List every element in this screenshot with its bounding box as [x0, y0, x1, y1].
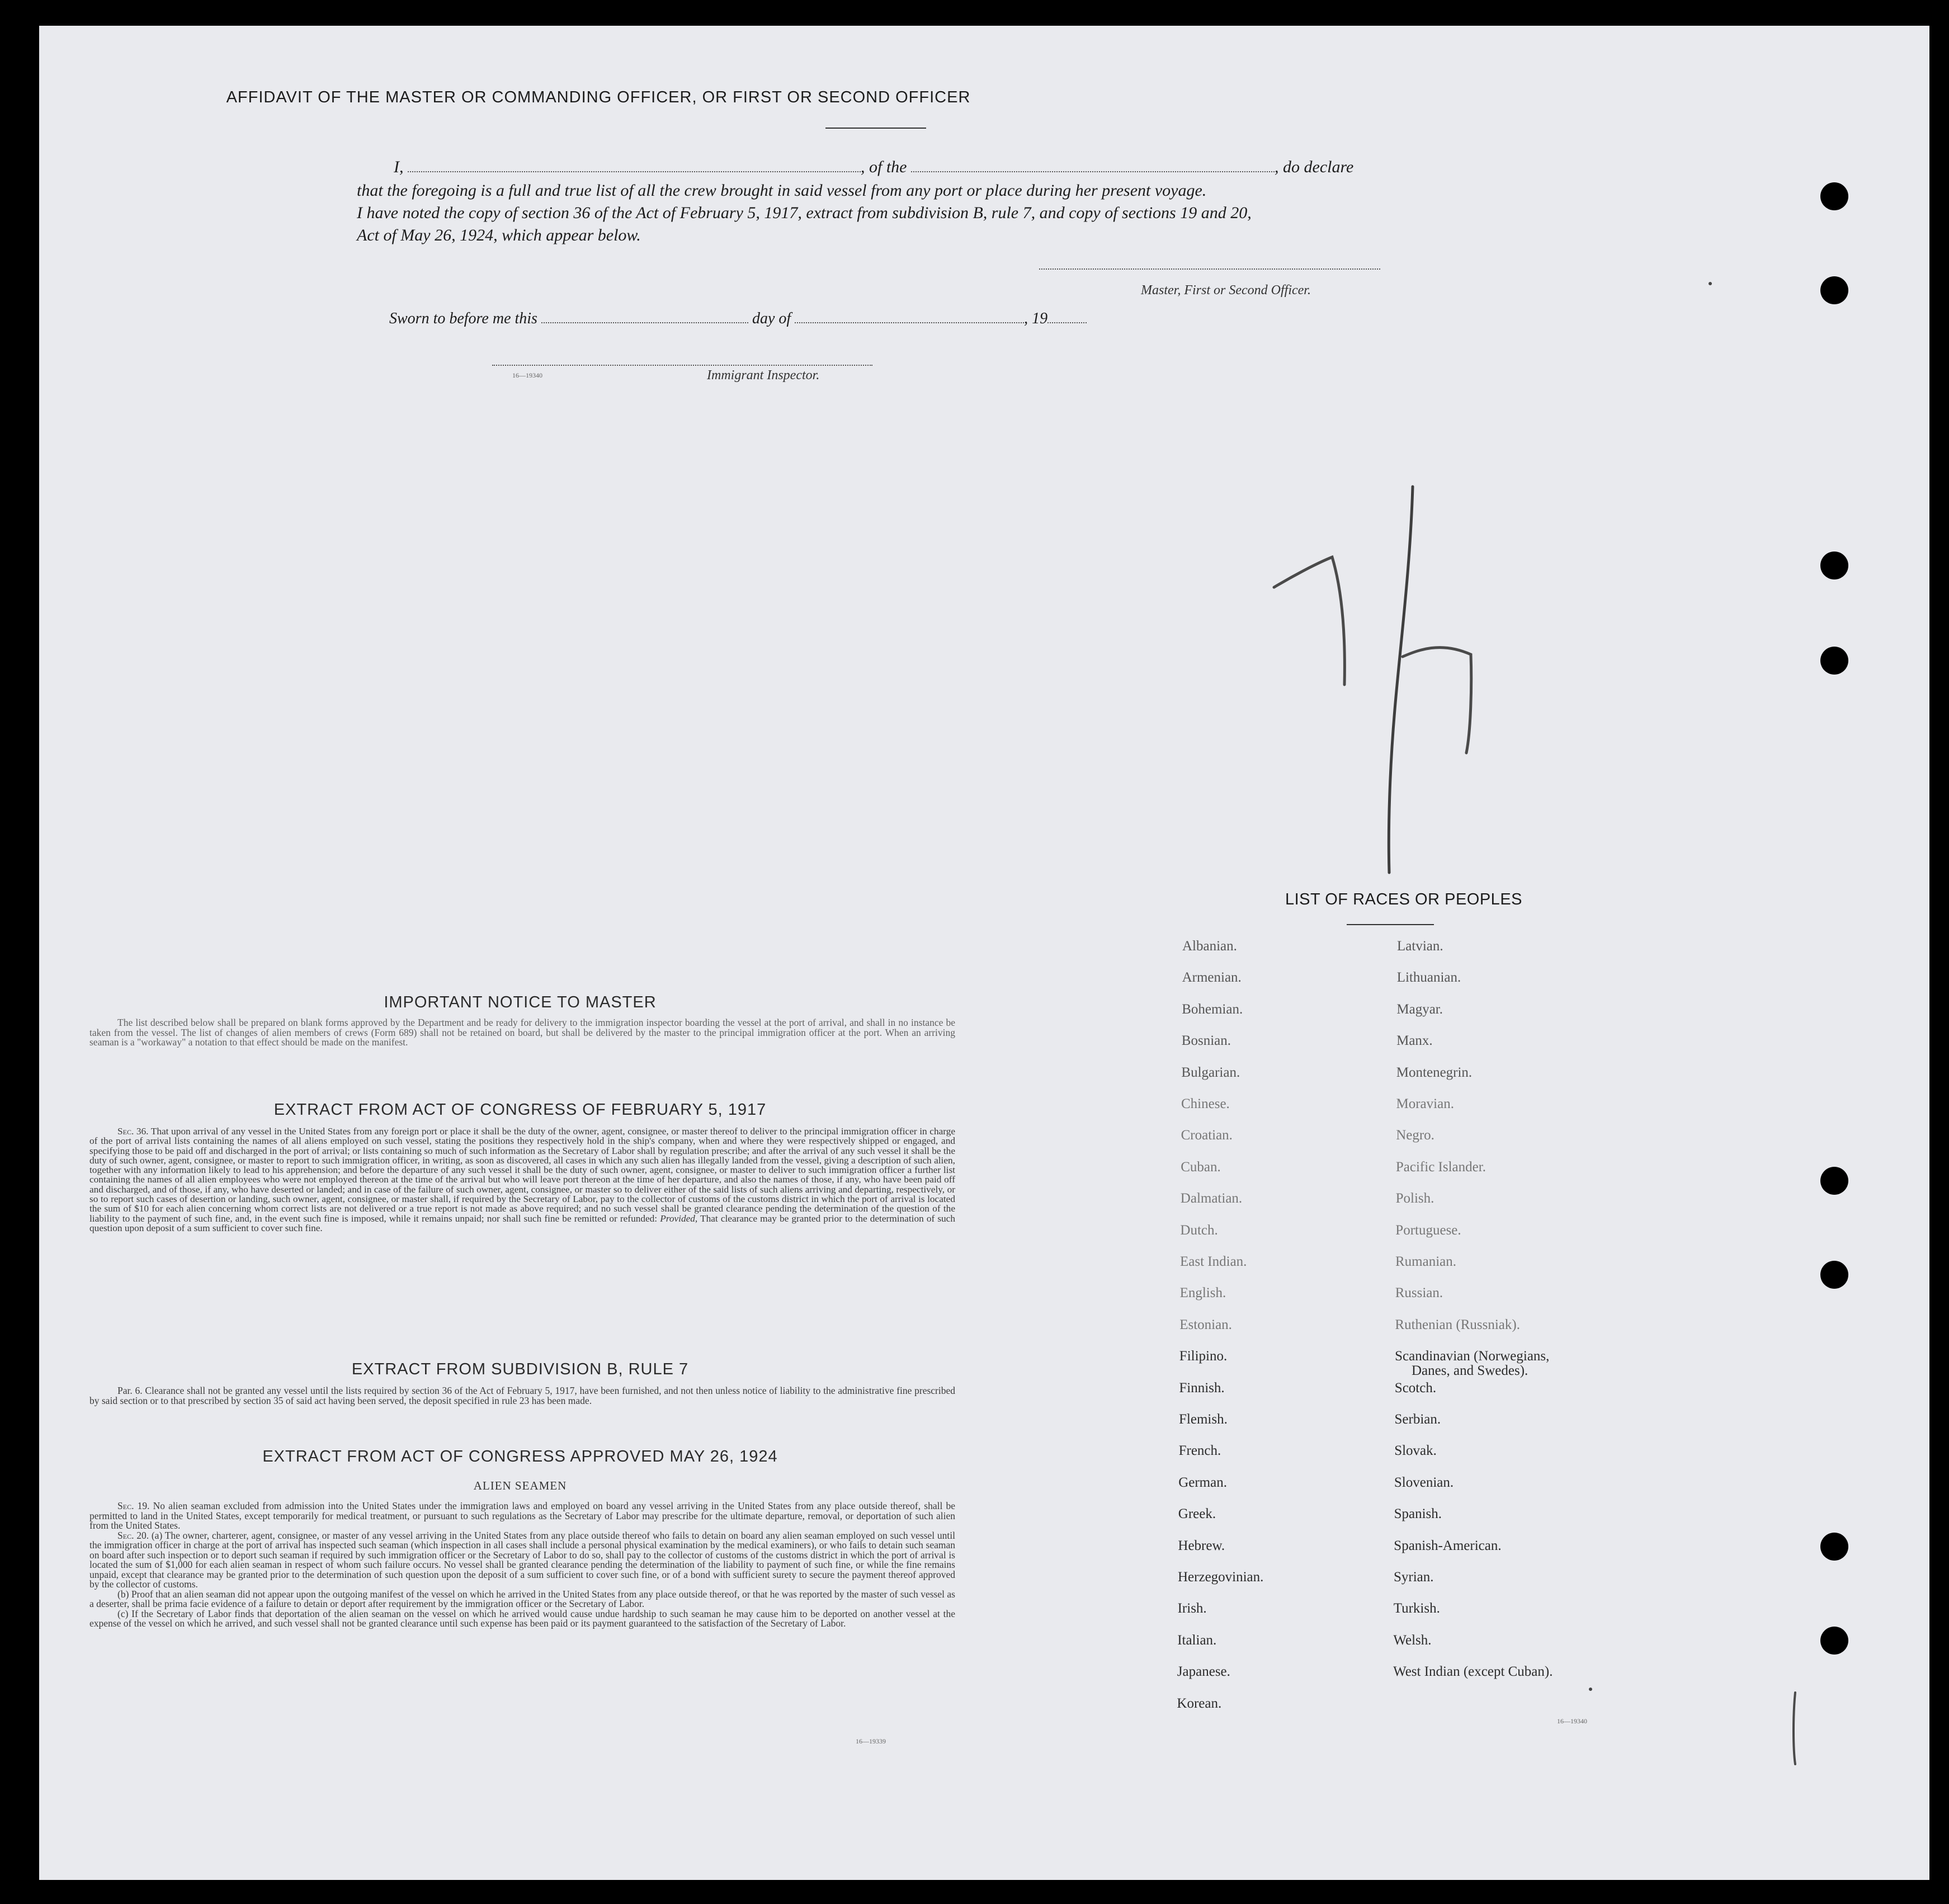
- day-of-label: day of: [752, 310, 791, 327]
- sec19-label: Sec. 19.: [117, 1500, 150, 1511]
- binder-hole: [1820, 552, 1848, 579]
- extract-1924-text: [89, 1501, 955, 1629]
- race-item: Negro.: [1396, 1128, 1434, 1143]
- extract-1924-title: EXTRACT FROM ACT OF CONGRESS APPROVED MAY 26, 1924: [262, 1448, 778, 1465]
- alien-seamen-subtitle: ALIEN SEAMEN: [473, 1479, 567, 1492]
- race-item: Scotch.: [1394, 1380, 1437, 1396]
- race-item: Lithuanian.: [1396, 970, 1461, 986]
- race-item: Danes, and Swedes).: [1412, 1363, 1528, 1379]
- race-item: Bohemian.: [1182, 1001, 1243, 1017]
- race-item: Magyar.: [1396, 1001, 1443, 1017]
- notice-paragraph: The list described below shall be prepared on blank forms approved by the Department and be ready for delivery to the immigration inspector boarding the vessel at the port of arrival, and shall in no instance be taken from the vessel. The list of changes of alien members of crews (Form 689) shall not be retained on board, but shall be delivered by the master to the principal immigration officer at the port. When an arriving seaman is a "workaway" a notation to that effect should be made on the manifest.: [89, 1017, 955, 1048]
- year-label: , 19: [1024, 310, 1048, 327]
- rule7-paragraph: Par. 6. Clearance shall not be granted any vessel until the lists required by section 36 of the Act of February 5, 1917, have been furnished, and not then unless notice of liability to the administrative fine prescribed by said section or to that prescribed by section 35 of said act having been served, the deposit specified in rule 23 has been made.: [89, 1385, 955, 1406]
- race-item: Cuban.: [1181, 1159, 1221, 1175]
- notice-title: IMPORTANT NOTICE TO MASTER: [384, 993, 657, 1011]
- extract-1917-text: [89, 1127, 955, 1233]
- race-item: Irish.: [1177, 1601, 1207, 1616]
- rule7-title: EXTRACT FROM SUBDIVISION B, RULE 7: [351, 1360, 689, 1378]
- sec36-body: That upon arrival of any vessel in the United States from any foreign port or place it shall be the duty of the owner, agent, consignee, or master thereof to deliver to the principal immigration officer in charge of the port of arrival lists containing the names of all aliens employed on such vessel, stating the positions they respectively hold in the ship's company, when and where they were respectively shipped or engaged, and specifying those to be paid off and discharged in the port of arrival; or lists containing so much of such information as the Secretary of Labor shall by regulation prescribe; and after the arrival of any such vessel it shall be the duty of such owner, agent, consignee, or master to report to such immigration officer, in writing, as soon as discovered, all cases in which any such alien has illegally landed from the vessel, giving a description of such alien, together with any information likely to lead to his apprehension; and before the departure of any such vessel it shall be the duty of such owner, agent, consignee, or master to deliver to such immigration officer a further list containing the names of all alien employees who were not employed thereon at the time of the arrival but who will leave port thereon at the time of her departure, and also the names of those, if any, who have been paid off and discharged, and of those, if any, who have deserted or landed; and in case of the failure of such owner, agent, consignee, or master so to deliver either of the said lists of such aliens arriving and departing, respectively, or so to report such cases of desertion or landing, such owner, agent, consignee, or master shall, if required by the Secretary of Labor, pay to the collector of customs of the customs district in which the port of arrival is located the sum of $10 for each alien concerning whom correct lists are not delivered or a true report is not made as above required; and no such vessel shall be granted clearance pending the determination of the question of the liability to the payment of such fine, and, in the event such fine is imposed, while it remains unpaid; nor shall such fine be remitted or refunded:: [89, 1126, 956, 1224]
- race-item: Slovak.: [1394, 1443, 1437, 1459]
- race-item: Slovenian.: [1394, 1474, 1454, 1490]
- affidavit-title: AFFIDAVIT OF THE MASTER OR COMMANDING OFFICER, OR FIRST OR SECOND OFFICER: [226, 88, 971, 106]
- rule7-text: [89, 1386, 955, 1406]
- race-item: Albanian.: [1182, 939, 1237, 954]
- race-item: Japanese.: [1177, 1664, 1230, 1680]
- form-sheet: [39, 26, 1929, 1880]
- binder-hole: [1820, 1167, 1848, 1195]
- race-item: Manx.: [1396, 1033, 1433, 1049]
- race-item: Ruthenian (Russniak).: [1395, 1317, 1520, 1332]
- race-item: German.: [1178, 1474, 1227, 1490]
- inspector-label: Immigrant Inspector.: [707, 368, 820, 383]
- race-item: Turkish.: [1393, 1601, 1440, 1616]
- race-item: Scandinavian (Norwegians,: [1395, 1349, 1550, 1364]
- race-item: Russian.: [1395, 1285, 1443, 1301]
- race-item: Bulgarian.: [1181, 1064, 1240, 1080]
- race-item: Korean.: [1177, 1695, 1222, 1711]
- race-item: Montenegrin.: [1396, 1064, 1473, 1080]
- race-item: Italian.: [1177, 1632, 1217, 1648]
- race-item: Portuguese.: [1395, 1222, 1461, 1238]
- race-item: Latvian.: [1397, 939, 1443, 954]
- do-declare-label: , do declare: [1275, 158, 1354, 176]
- race-item: Spanish.: [1394, 1506, 1442, 1522]
- race-item: Serbian.: [1394, 1412, 1441, 1427]
- race-item: Dutch.: [1180, 1222, 1218, 1238]
- race-item: Welsh.: [1393, 1632, 1432, 1648]
- binder-hole: [1820, 1261, 1848, 1289]
- race-item: Dalmatian.: [1180, 1191, 1243, 1207]
- races-title: LIST OF RACES OR PEOPLES: [1285, 890, 1523, 908]
- race-item: Greek.: [1178, 1506, 1216, 1522]
- race-item: Armenian.: [1182, 970, 1242, 986]
- race-item: Rumanian.: [1395, 1254, 1457, 1269]
- sec20-label: Sec. 20.: [117, 1529, 149, 1541]
- affidavit-form-number: 16—19340: [512, 371, 542, 379]
- sec20b-paragraph: (b) Proof that an alien seaman did not appear upon the outgoing manifest of the vessel on which he arrived in the United States from any place outside thereof, or that he was reported by the master of such vessel as a deserter, shall be prima facie evidence of a failure to detain or deport after requirement by the immigration officer or the Secretary of Labor.: [89, 1588, 955, 1609]
- race-item: Chinese.: [1181, 1096, 1230, 1111]
- binder-hole: [1820, 647, 1848, 675]
- race-item: Pacific Islander.: [1395, 1159, 1486, 1175]
- sec20c-paragraph: (c) If the Secretary of Labor finds that deportation of the alien seaman on the vessel on which he arrived would cause undue hardship to such seaman he may cause him to be deported on another vessel at the expense of the vessel on which he arrived, and such vessel shall not be granted clearance until such expense has been paid or its payment guaranteed to the satisfaction of the Secretary of Labor.: [89, 1608, 955, 1629]
- race-item: Herzegovinian.: [1178, 1570, 1264, 1585]
- race-item: Polish.: [1395, 1191, 1434, 1207]
- of-the-label: , of the: [861, 158, 907, 176]
- i-label: I,: [394, 158, 404, 176]
- binder-hole: [1820, 1627, 1848, 1655]
- races-form-number: 16—19340: [1557, 1717, 1587, 1725]
- affidavit-line-3: I have noted the copy of section 36 of the Act of February 5, 1917, extract from subdivision B, rule 7, and copy of sections 19 and 20,: [357, 204, 1252, 222]
- race-item: West Indian (except Cuban).: [1393, 1664, 1553, 1680]
- race-item: Hebrew.: [1178, 1538, 1225, 1553]
- race-item: Finnish.: [1179, 1380, 1225, 1396]
- notice-text: [89, 1018, 955, 1048]
- race-item: Spanish-American.: [1394, 1538, 1502, 1553]
- extract-1917-title: EXTRACT FROM ACT OF CONGRESS OF FEBRUARY 5, 1917: [273, 1101, 767, 1119]
- race-item: French.: [1178, 1443, 1221, 1459]
- race-item: Syrian.: [1394, 1570, 1434, 1585]
- sec20a-paragraph: [89, 1531, 955, 1590]
- sec36-end: That clearance may be granted prior to the determination of such question upon deposit of a sum sufficient to cover such fine.: [89, 1213, 955, 1233]
- sec19-paragraph: [89, 1501, 955, 1531]
- extract-1924-form-number: 16—19339: [856, 1737, 886, 1745]
- binder-hole: [1820, 182, 1848, 210]
- race-item: English.: [1179, 1285, 1226, 1301]
- master-signature-label: Master, First or Second Officer.: [1141, 283, 1311, 298]
- race-item: East Indian.: [1180, 1254, 1247, 1269]
- race-item: Flemish.: [1179, 1412, 1228, 1427]
- sec19-body: No alien seaman excluded from admission into the United States under the immigration laws and employed on board any vessel arriving in the United States from any place outside thereof, shall be permitted to land in the United States, except temporarily for medical treatment, or pursuant to such regulations as the Secretary of Labor may prescribe for the ultimate departure, removal, or deportation of such alien from the United States.: [89, 1500, 955, 1531]
- sworn-label: Sworn to before me this: [389, 310, 537, 327]
- sec36-proviso: Provided,: [660, 1213, 698, 1224]
- binder-hole: [1820, 1533, 1848, 1561]
- race-item: Moravian.: [1396, 1096, 1454, 1111]
- binder-hole: [1820, 276, 1848, 304]
- sec20a-body: (a) The owner, charterer, agent, consignee, or master of any vessel arriving in the United States from any place outside thereof who fails to detain on board any alien seaman employed on such vessel until the immigration officer in charge at the port of arrival has inspected such seaman (which inspection in all cases shall include a personal physical examination by the medical examiners), or who fails to detain such seaman on board after such inspection or to deport such seaman if required by such immigration officer or the Secretary of Labor to do so, shall pay to the collector of customs of the customs district in which the port of arrival is located the sum of $1,000 for each alien seaman in respect of whom such failure occurs. No vessel shall be granted clearance pending the determination of the liability to payment of such fine, or while the fine remains unpaid, except that clearance may be granted prior to the determination of such question upon the deposit of a sum sufficient to cover such fine, or of a bond with sufficient surety to secure the payment thereof approved by the collector of customs.: [89, 1529, 955, 1590]
- sec36-paragraph: [89, 1127, 955, 1233]
- sec36-label: Sec. 36.: [117, 1126, 149, 1137]
- races-title-underline: [1347, 924, 1434, 925]
- race-item: Estonian.: [1179, 1317, 1232, 1332]
- affidavit-line-2: that the foregoing is a full and true list of all the crew brought in said vessel from any port or place during her present voyage.: [357, 181, 1207, 200]
- race-item: Croatian.: [1181, 1128, 1233, 1143]
- race-item: Bosnian.: [1181, 1033, 1231, 1049]
- race-item: Filipino.: [1179, 1349, 1228, 1364]
- affidavit-line-4: Act of May 26, 1924, which appear below.: [357, 226, 641, 244]
